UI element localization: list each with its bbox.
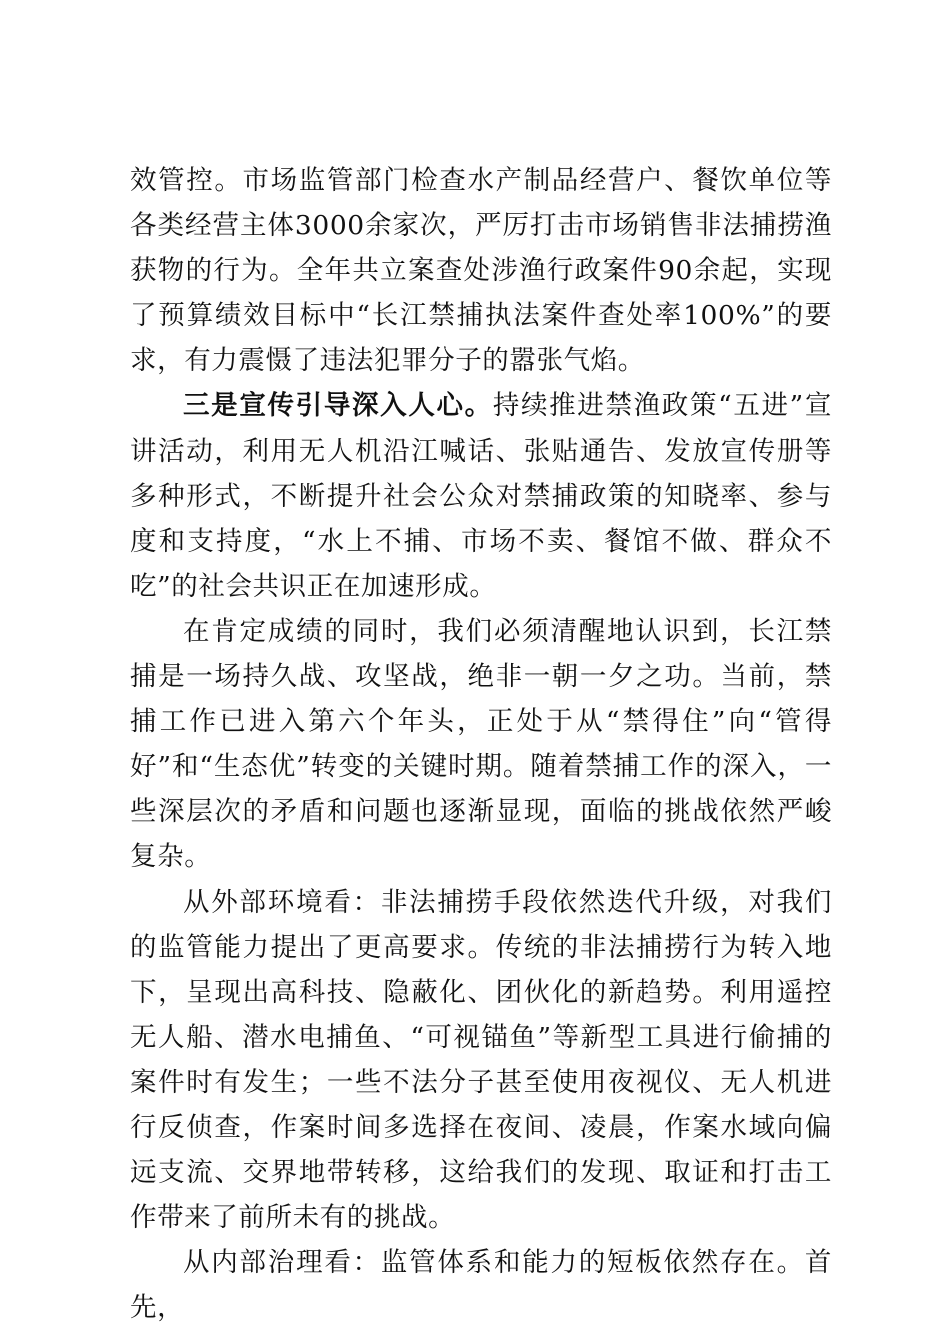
paragraph-2 [130,383,832,608]
paragraph-1 [130,158,832,383]
body-text [130,158,832,1330]
paragraph-3 [130,609,832,880]
paragraph-1-text: 效管控。市场监管部门检查水产制品经营户、餐饮单位等各类经营主体3000余家次，严厉打击市场销售非法捕捞渔获物的行为。全年共立案查处涉渔行政案件90余起，实现了预算绩效目标中“长江禁捕执法案件查处率100%”的要求，有力震慑了违法犯罪分子的嚣张气焰。 [130,165,832,377]
paragraph-3-text: 在肯定成绩的同时，我们必须清醒地认识到，长江禁捕是一场持久战、攻坚战，绝非一朝一夕之功。当前，禁捕工作已进入第六个年头，正处于从“禁得住”向“管得好”和“生态优”转变的关键时期。随着禁捕工作的深入，一些深层次的矛盾和问题也逐渐显现，面临的挑战依然严峻复杂。 [130,615,832,873]
paragraph-4-text: 从外部环境看：非法捕捞手段依然迭代升级，对我们的监管能力提出了更高要求。传统的非法捕捞行为转入地下，呈现出高科技、隐蔽化、团伙化的新趋势。利用遥控无人船、潜水电捕鱼、“可视锚鱼”等新型工具进行偷捕的案件时有发生；一些不法分子甚至使用夜视仪、无人机进行反侦查，作案时间多选择在夜间、凌晨，作案水域向偏远支流、交界地带转移，这给我们的发现、取证和打击工作带来了前所未有的挑战。 [130,886,832,1234]
paragraph-5 [130,1240,832,1330]
paragraph-2-text: 持续推进禁渔政策“五进”宣讲活动，利用无人机沿江喊话、张贴通告、发放宣传册等多种形式，不断提升社会公众对禁捕政策的知晓率、参与度和支持度，“水上不捕、市场不卖、餐馆不做、群众不吃”的社会共识正在加速形成。 [130,390,832,602]
paragraph-5-text: 从内部治理看：监管体系和能力的短板依然存在。首先， [130,1247,832,1324]
paragraph-4 [130,880,832,1241]
paragraph-2-lead: 三是宣传引导深入人心。 [183,390,493,422]
